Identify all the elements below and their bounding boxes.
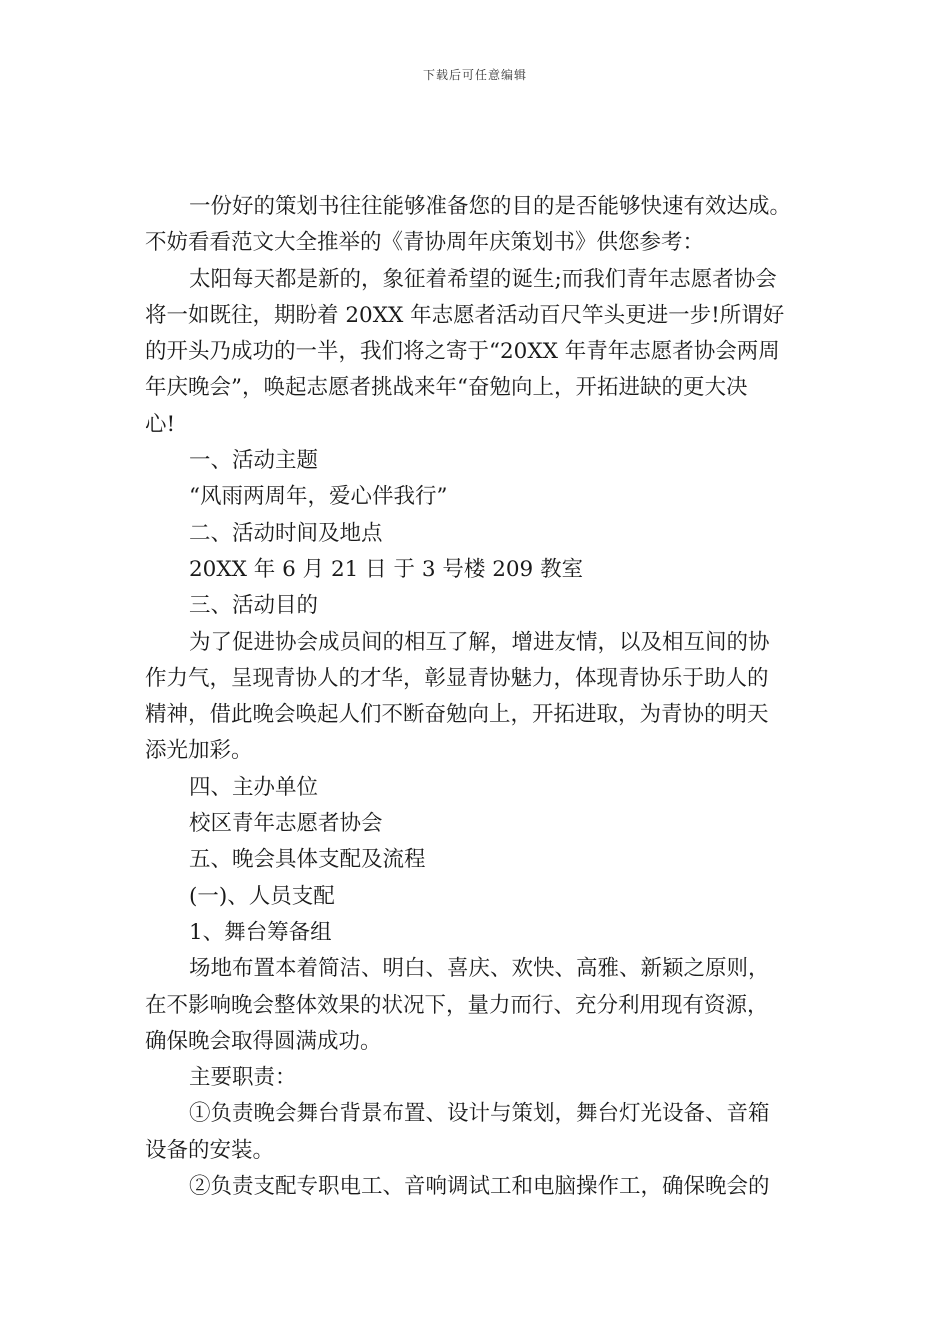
paragraph-stage-principle — [145, 951, 815, 1060]
paragraph-purpose — [145, 625, 815, 770]
text-line: 五、晚会具体支配及流程 — [189, 847, 426, 873]
text-line: 一、活动主题 — [189, 448, 319, 474]
text-line: 二、活动时间及地点 — [189, 520, 383, 546]
section-heading-organizer — [145, 770, 815, 806]
text-line: 年庆晚会”，唤起志愿者挑战来年“奋勉向上，开拓进缺的更大决 — [145, 375, 748, 401]
text-line: 校区青年志愿者协会 — [189, 811, 383, 837]
text-line: ②负责支配专职电工、音响调试工和电脑操作工，确保晚会的 — [189, 1174, 770, 1200]
text-line: 在不影响晚会整体效果的状况下，量力而行、充分利用现有资源， — [145, 992, 769, 1018]
paragraph-time-place — [145, 552, 815, 588]
text-line: “风雨两周年，爱心伴我行” — [189, 484, 448, 510]
text-line: 不妨看看范文大全推举的《青协周年庆策划书》供您参考： — [145, 230, 705, 256]
subsection-heading-stage-group — [145, 915, 815, 951]
paragraph-opening — [145, 262, 815, 443]
text-line: 三、活动目的 — [189, 593, 319, 619]
paragraph-duties-label — [145, 1060, 815, 1096]
text-line: 作力气，呈现青协人的才华，彰显青协魅力，体现青协乐于助人的 — [145, 665, 769, 691]
paragraph-duty-2 — [145, 1169, 815, 1205]
paragraph-intro — [145, 189, 815, 262]
text-line: 心! — [145, 411, 176, 437]
text-line: 太阳每天都是新的，象征着希望的诞生;而我们青年志愿者协会 — [189, 266, 777, 292]
text-line: 的开头乃成功的一半，我们将之寄于“20XX 年青年志愿者协会两周 — [145, 339, 780, 365]
text-line: 确保晚会取得圆满成功。 — [145, 1028, 382, 1054]
paragraph-organizer — [145, 806, 815, 842]
text-line: 设备的安装。 — [145, 1137, 275, 1163]
text-line: 将一如既往，期盼着 20XX 年志愿者活动百尺竿头更进一步!所谓好 — [145, 302, 785, 328]
text-line: 场地布置本着简洁、明白、喜庆、欢快、高雅、新颖之原则， — [189, 956, 770, 982]
page-header-note: 下载后可任意编辑 — [422, 68, 527, 82]
section-heading-theme — [145, 443, 815, 479]
text-line: 一份好的策划书往往能够准备您的目的是否能够快速有效达成。 — [189, 194, 792, 219]
text-line: 精神，借此晚会唤起人们不断奋勉向上，开拓进取，为青协的明天 — [145, 702, 769, 728]
text-line: 20XX 年 6 月 21 日 于 3 号楼 209 教室 — [189, 556, 584, 582]
section-heading-time-place — [145, 516, 815, 552]
text-line: 1、舞台筹备组 — [189, 919, 332, 945]
document-body — [145, 189, 815, 1205]
section-heading-purpose — [145, 588, 815, 624]
text-line: 主要职责： — [189, 1065, 297, 1091]
text-line: 为了促进协会成员间的相互了解，增进友情，以及相互间的协 — [189, 629, 770, 655]
text-line: 添光加彩。 — [145, 738, 253, 764]
text-line: 四、主办单位 — [189, 774, 319, 800]
subsection-heading-staff — [145, 879, 815, 915]
text-line: (一)、人员支配 — [189, 883, 335, 909]
section-heading-arrangement — [145, 842, 815, 878]
text-line: ①负责晚会舞台背景布置、设计与策划，舞台灯光设备、音箱 — [189, 1101, 770, 1127]
paragraph-theme — [145, 479, 815, 515]
paragraph-duty-1 — [145, 1096, 815, 1169]
